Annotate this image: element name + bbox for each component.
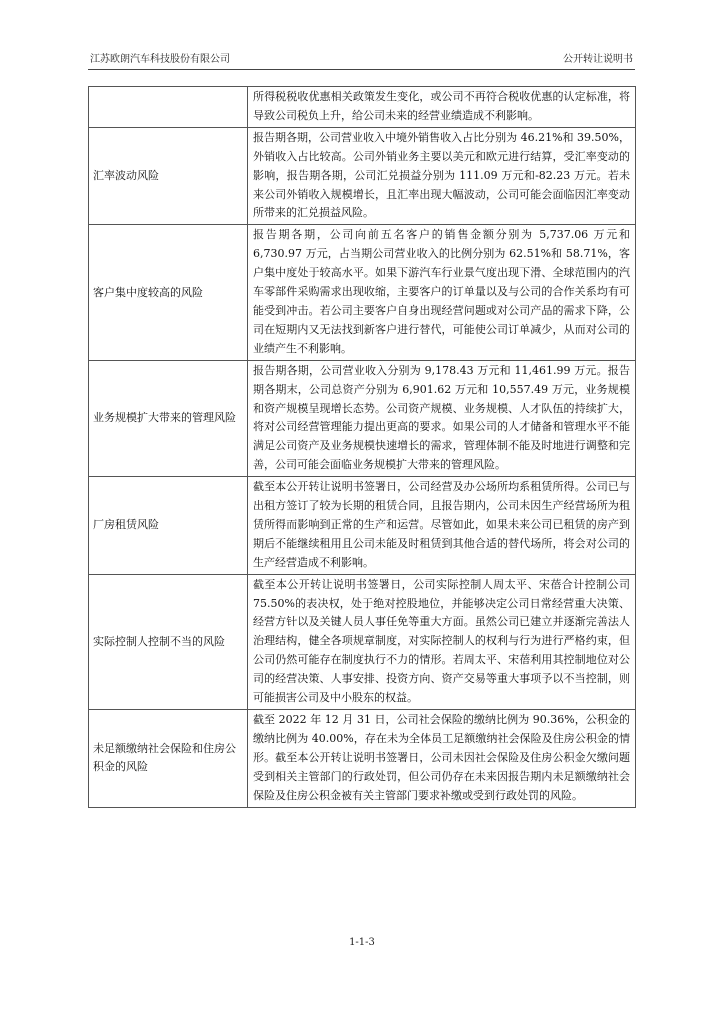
document-type: 公开转让说明书	[563, 54, 633, 65]
risk-name: 厂房租赁风险	[89, 477, 248, 575]
page-header	[88, 52, 635, 68]
risk-name: 业务规模扩大带来的管理风险	[89, 360, 248, 476]
risk-name	[89, 87, 248, 128]
page-number: 1-1-3	[349, 937, 375, 948]
risk-description: 截至本公开转让说明书签署日，公司实际控制人周太平、宋蓓合计控制公司 75.50%的表决权，处于绝对控股地位，并能够决定公司日常经营重大决策、经营方针以及关键人员人事任免等重大方面。虽然公司已建立并逐渐完善法人治理结构，健全各项规章制度，对实际控制人的权利与行为进行严格约束，但公司仍然可能存在制度执行不力的情形。若周太平、宋蓓利用其控制地位对公司的经营决策、人事安排、投资方向、资产交易等重大事项予以不当控制，则可能损害公司及中小股东的权益。	[248, 574, 636, 709]
risk-description: 截至本公开转让说明书签署日，公司经营及办公场所均系租赁所得。公司已与出租方签订了较为长期的租赁合同，且报告期内，公司未因生产经营场所为租赁所得而影响到正常的生产和运营。尽管如此，如果未来公司已租赁的房产到期后不能继续租用且公司未能及时租赁到其他合适的替代场所，将会对公司的生产经营造成不利影响。	[248, 477, 636, 575]
risk-name: 实际控制人控制不当的风险	[89, 574, 248, 709]
table-row	[89, 574, 636, 709]
risk-table	[88, 86, 636, 808]
risk-name: 汇率波动风险	[89, 127, 248, 225]
table-row	[89, 127, 636, 225]
risk-name: 未足额缴纳社会保险和住房公积金的风险	[89, 710, 248, 808]
table-row	[89, 360, 636, 476]
table-row	[89, 710, 636, 808]
table-row	[89, 477, 636, 575]
company-name: 江苏欧朗汽车科技股份有限公司	[90, 54, 230, 65]
risk-name: 客户集中度较高的风险	[89, 225, 248, 360]
table-row	[89, 87, 636, 128]
risk-description: 所得税税收优惠相关政策发生变化，或公司不再符合税收优惠的认定标准，将导致公司税负上升，给公司未来的经营业绩造成不利影响。	[248, 87, 636, 128]
risk-description: 报告期各期，公司向前五名客户的销售金额分别为 5,737.06 万元和 6,730.97 万元，占当期公司营业收入的比例分别为 62.51%和 58.71%，客户集中度处于较高水平。如果下游汽车行业景气度出现下滑、全球范围内的汽车零部件采购需求出现收缩，主要客户的订单量以及与公司的合作关系均有可能受到冲击。若公司主要客户自身出现经营问题或对公司产品的需求下降，公司在短期内又无法找到新客户进行替代，可能使公司订单减少，从而对公司的业绩产生不利影响。	[248, 225, 636, 360]
risk-description: 报告期各期，公司营业收入中境外销售收入占比分别为 46.21%和 39.50%，外销收入占比较高。公司外销业务主要以美元和欧元进行结算，受汇率变动的影响，报告期各期，公司汇兑损益分别为 111.09 万元和-82.23 万元。若未来公司外销收入规模增长，且汇率出现大幅波动，公司可能会面临因汇率变动所带来的汇兑损益风险。	[248, 127, 636, 225]
risk-description: 报告期各期，公司营业收入分别为 9,178.43 万元和 11,461.99 万元。报告期各期末，公司总资产分别为 6,901.62 万元和 10,557.49 万元，业务规模和资产规模呈现增长态势。公司资产规模、业务规模、人才队伍的持续扩大，将对公司经营管理能力提出更高的要求。如果公司的人才储备和管理水平不能满足公司资产及业务规模快速增长的需求，管理体制不能及时地进行调整和完善，公司可能会面临业务规模扩大带来的管理风险。	[248, 360, 636, 476]
table-row	[89, 225, 636, 360]
risk-description: 截至 2022 年 12 月 31 日，公司社会保险的缴纳比例为 90.36%，公积金的缴纳比例为 40.00%，存在未为全体员工足额缴纳社会保险及住房公积金的情形。截至本公开转让说明书签署日，公司未因社会保险及住房公积金欠缴问题受到相关主管部门的行政处罚，但公司仍存在未来因报告期内未足额缴纳社会保险及住房公积金被有关主管部门要求补缴或受到行政处罚的风险。	[248, 710, 636, 808]
header-divider	[88, 69, 635, 70]
